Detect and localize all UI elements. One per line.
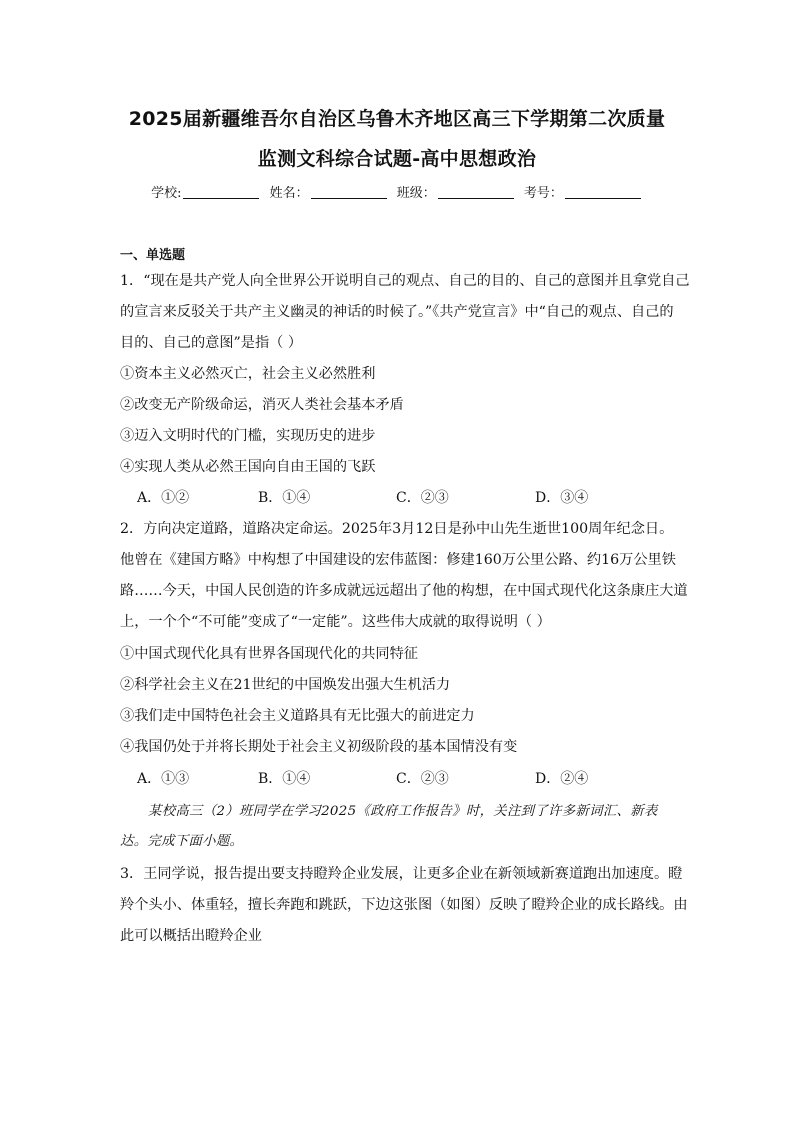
q2-stem-line: 2．方向决定道路，道路决定命运。2025年3月12日是孙中山先生逝世100周年纪念日。: [120, 521, 674, 537]
q2-stem-line: 他曾在《建国方略》中构想了中国建设的宏伟蓝图：修建160万公里公路、约16万公里铁: [120, 552, 676, 568]
q1-option-a[interactable]: A．①②: [137, 490, 190, 506]
q1-item: ②改变无产阶级命运，消灭人类社会基本矛盾: [120, 397, 404, 413]
q3-stem-line: 3．王同学说，报告提出要支持瞪羚企业发展，让更多企业在新领域新赛道跑出加速度。瞪: [120, 866, 683, 882]
q1-stem-line: 的宣言来反驳关于共产主义幽灵的神话的时候了。”《共产党宣言》中“自己的观点、自己的: [120, 304, 674, 320]
name-blank: [311, 186, 387, 199]
school-blank: [183, 186, 259, 199]
q1-item: ③迈入文明时代的门槛，实现历史的进步: [120, 428, 376, 444]
q2-item: ①中国式现代化具有世界各国现代化的共同特征: [120, 646, 418, 662]
exam-title-line-1: 2025届新疆维吾尔自治区乌鲁木齐地区高三下学期第二次质量: [128, 108, 666, 130]
q1-stem-line: 目的、自己的意图”是指（ ）: [120, 335, 303, 351]
group-intro-line: 达。完成下面小题。: [120, 834, 244, 849]
q2-item: ④我国仍处于并将长期处于社会主义初级阶段的基本国情没有变: [120, 739, 518, 755]
class-blank: [438, 186, 514, 199]
q1-item: ④实现人类从必然王国向自由王国的飞跃: [120, 459, 376, 475]
exam-number-blank: [565, 186, 641, 199]
q1-item: ①资本主义必然灭亡，社会主义必然胜利: [120, 366, 376, 382]
q2-option-c[interactable]: C．②③: [396, 771, 449, 787]
q1-stem-line: 1．“现在是共产党人向全世界公开说明自己的观点、自己的目的、自己的意图并且拿党自己: [120, 273, 690, 289]
q1-option-c[interactable]: C．②③: [396, 490, 449, 506]
q2-option-b[interactable]: B．①④: [258, 771, 311, 787]
exam-title-line-2: 监测文科综合试题-高中思想政治: [257, 148, 537, 170]
class-label: 班级：: [396, 186, 436, 201]
name-label: 姓名：: [269, 186, 309, 201]
student-info-row: [0, 182, 794, 201]
q3-stem-line: 羚个头小、体重轻，擅长奔跑和跳跃，下边这张图（如图）反映了瞪羚企业的成长路线。由: [120, 897, 688, 913]
q2-stem-line: 路……今天，中国人民创造的许多成就远远超出了他的构想，在中国式现代化这条康庄大道: [120, 583, 688, 599]
school-label: 学校:: [151, 186, 182, 201]
q2-stem-line: 上，一个个“不可能”变成了“一定能”。这些伟大成就的取得说明（ ）: [120, 614, 551, 630]
q2-item: ③我们走中国特色社会主义道路具有无比强大的前进定力: [120, 708, 475, 724]
q1-option-b[interactable]: B．①④: [258, 490, 311, 506]
q2-option-a[interactable]: A．①③: [137, 771, 190, 787]
q2-item: ②科学社会主义在21世纪的中国焕发出强大生机活力: [120, 677, 451, 693]
group-intro-line: 某校高三（2）班同学在学习2025《政府工作报告》时，关注到了许多新词汇、新表: [148, 804, 658, 819]
q1-option-d[interactable]: D．③④: [535, 490, 589, 506]
q3-stem-line: 此可以概括出瞪羚企业: [120, 928, 262, 944]
section-title: 一、单选题: [120, 248, 186, 263]
q2-option-d[interactable]: D．②④: [535, 771, 589, 787]
exam-number-label: 考号：: [523, 186, 563, 201]
